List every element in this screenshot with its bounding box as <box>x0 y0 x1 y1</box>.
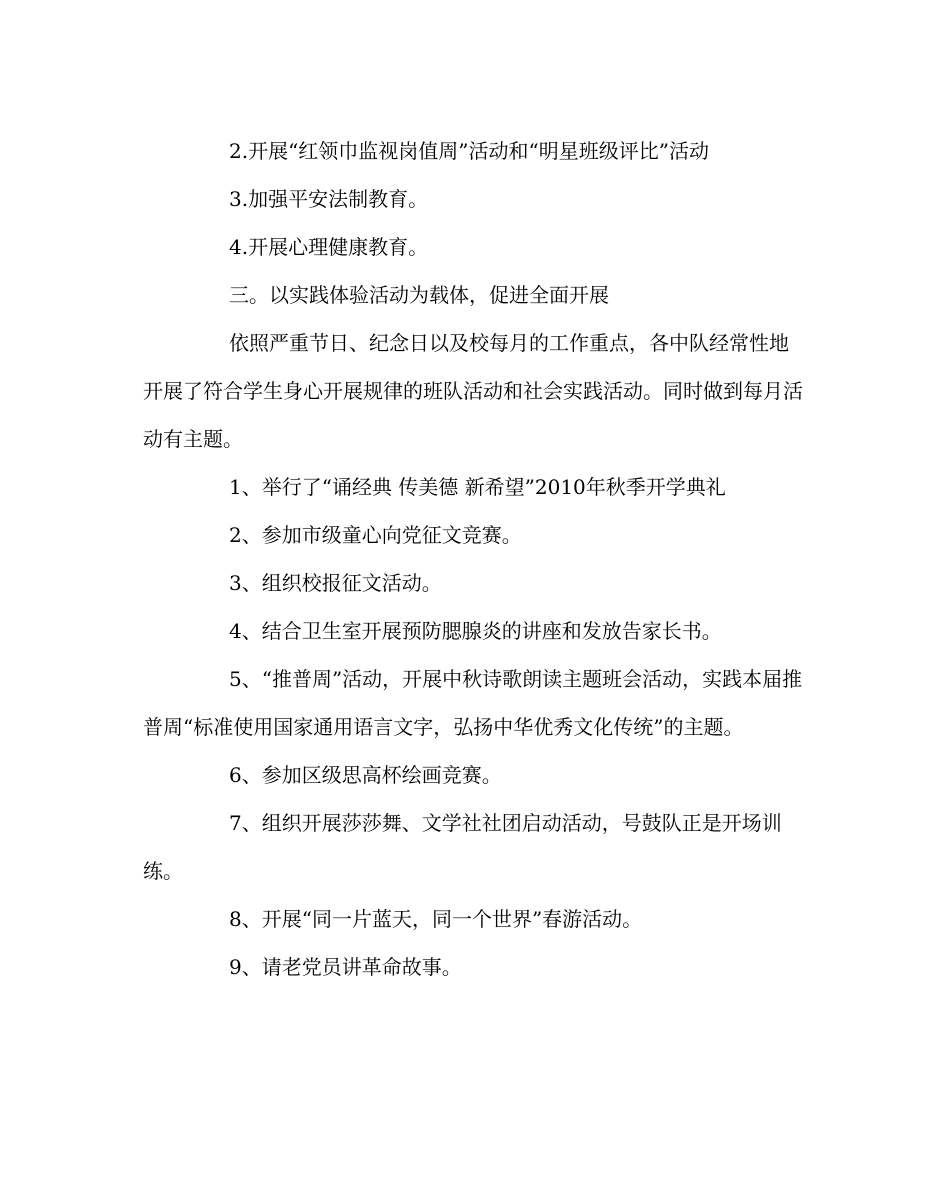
paragraph-safety-education: 3.加强平安法制教育。 <box>229 187 429 211</box>
list-item-4: 4、结合卫生室开展预防腮腺炎的讲座和发放告家长书。 <box>229 619 722 643</box>
list-item-9: 9、请老党员讲革命故事。 <box>229 955 462 979</box>
list-item-1: 1、举行了“诵经典 传美德 新希望”2010年秋季开学典礼 <box>229 475 726 499</box>
list-item-3: 3、组织校报征文活动。 <box>229 571 442 595</box>
paragraph-intro: 依照严重节日、纪念日以及校每月的工作重点，各中队经常性地开展了符合学生身心开展规律的班队活动和社会实践活动。同时做到每月活动有主题。 <box>143 331 803 451</box>
list-item-2: 2、参加市级童心向党征文竞赛。 <box>229 523 522 547</box>
paragraph-activity-2: 2.开展“红领巾监视岗值周”活动和“明星班级评比”活动 <box>229 139 709 163</box>
paragraph-mental-health: 4.开展心理健康教育。 <box>229 235 429 259</box>
list-item-5: 5、“推普周”活动，开展中秋诗歌朗读主题班会活动，实践本届推普周“标准使用国家通用语言文字，弘扬中华优秀文化传统”的主题。 <box>143 667 803 739</box>
document-body <box>143 127 807 991</box>
list-item-8: 8、开展“同一片蓝天，同一个世界”春游活动。 <box>229 907 643 931</box>
list-item-6: 6、参加区级思高杯绘画竞赛。 <box>229 763 502 787</box>
list-item-7: 7、组织开展莎莎舞、文学社社团启动活动，号鼓队正是开场训练。 <box>143 811 782 883</box>
section-heading-3: 三。以实践体验活动为载体，促进全面开展 <box>229 283 609 307</box>
